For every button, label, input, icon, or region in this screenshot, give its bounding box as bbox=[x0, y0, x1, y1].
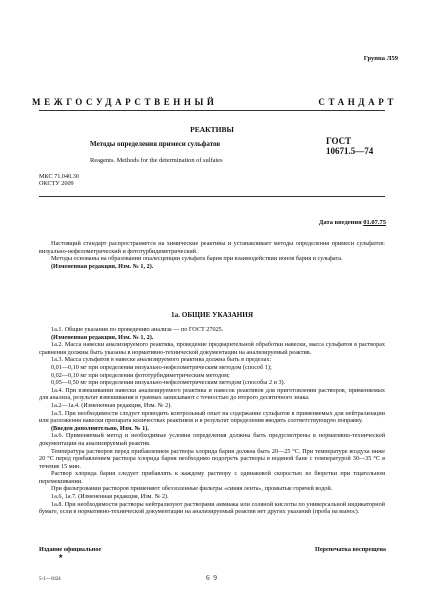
header-divider bbox=[39, 196, 385, 197]
paragraph: (Измененная редакция, Изм. № 1, 2). bbox=[51, 262, 154, 270]
page-number: 6 9 bbox=[206, 574, 218, 582]
official-edition: Издание официальное bbox=[39, 546, 102, 553]
effective-date bbox=[319, 219, 386, 226]
banner-left: МЕЖГОСУДАРСТВЕННЫЙ bbox=[32, 97, 218, 107]
banner-right: СТАНДАРТ bbox=[318, 97, 397, 107]
gost-code: 10671.5—74 bbox=[326, 146, 374, 156]
paragraph: (Введен дополнительно, Изм. № 1). bbox=[51, 424, 149, 432]
date-value: 01.07.75 bbox=[363, 219, 386, 226]
standard-banner bbox=[32, 97, 397, 107]
paragraph: Методы основаны на образовании опалесценции сульфата бария при взаимодействии ионов бария и сульфата. bbox=[51, 255, 343, 263]
paragraph: При фильтровании растворов применяют обеззоленные фильтры «синяя лента», промытые горячей водой. bbox=[51, 485, 333, 493]
section-title: РЕАКТИВЫ bbox=[190, 125, 234, 134]
title-russian: Методы определения примеси сульфатов bbox=[90, 140, 221, 148]
paragraph: (Измененная редакция, Изм. № 1, 2). bbox=[51, 333, 154, 341]
paragraph: 1а.4. При взвешивании навески анализируемого реактива и навесок реактивов для приготовления растворов, применяемых для анализа, результат взвешивания в граммах записывают с точностью до второго десятичного знака. bbox=[39, 386, 385, 402]
paragraph: 1а.2—1а.4. (Измененная редакция, Изм. № 2). bbox=[51, 401, 172, 409]
classification-codes bbox=[39, 173, 79, 188]
gost-label: ГОСТ bbox=[326, 136, 352, 146]
paragraph: 1а.8. При необходимости растворы нейтрализуют растворами аммиака или соляной кислоты по универсальной индикаторной бумаге, если в нормативно-технической документации на анализируемый реактив нет других указаний (проба на вынос). bbox=[39, 500, 385, 516]
paragraph: Раствор хлорида бария следует прибавлять к каждому раствору с одинаковой скоростью из бюретки при тщательном перемешивании. bbox=[39, 470, 385, 485]
paragraph: 0,02—0,10 мг при определении фототурбидиметрическим методом; bbox=[51, 371, 230, 379]
paragraph: 1а.2. Масса навески анализируемого реактива, проведение предварительной обработки навески, масса сульфатов в растворах сравнения должны быть указаны в нормативно-технической документации на анализируемый реактив. bbox=[39, 341, 385, 356]
paragraph: 0,05—0,50 мг при определении визуально-нефелометрическим методом (способы 2 и 3). bbox=[51, 379, 286, 387]
banner-divider bbox=[39, 110, 385, 111]
intro-text bbox=[39, 240, 385, 270]
title-english: Reagents. Methods for the determination of sulfates bbox=[90, 157, 223, 164]
paragraph: 0,01—0,10 мг при определении визуально-нефелометрическим методом (способ 1); bbox=[51, 363, 272, 371]
mks-code: МКС 71.040.30 bbox=[39, 173, 79, 180]
paragraph: 1а.5. При необходимости следует проводить контрольный опыт на содержание сульфатов в применяемых для нейтрализации или разложения навески препарата количествах реактивов и в результат определения вводить соответствующую поправку. bbox=[39, 409, 385, 425]
section-heading: 1а. ОБЩИЕ УКАЗАНИЯ bbox=[170, 311, 254, 319]
paragraph: 1а.1. Общие указания по проведению анализа — по ГОСТ 27025. bbox=[51, 326, 224, 333]
paragraph: 1а.6, 1а.7. (Измененная редакция, Изм. № 2). bbox=[51, 493, 169, 501]
date-label: Дата введения bbox=[318, 219, 362, 226]
paragraph: Температура растворов перед прибавлением раствора хлорида бария должна быть 20—25 °С. При температуре воздуха ниже 20 °С перед прибавлением раствора хлорида бария необходимо подогреть растворы в водяной бане с температурой 30—35 °С в течение 15 мин. bbox=[39, 447, 385, 470]
star-icon: ★ bbox=[58, 554, 64, 560]
paragraph: Настоящий стандарт распространяется на химические реактивы и устанавливает методы определения примеси сульфатов: визуально-нефелометрический и фототурбидиметрический. bbox=[39, 240, 385, 255]
group-label: Группа Л59 bbox=[363, 55, 398, 62]
reprint-notice: Перепечатка воспрещена bbox=[315, 546, 386, 553]
paragraph: 1а.6. Применяемый метод и необходимые условия определения должны быть предусмотрены в нормативно-технической документации на анализируемый реактив. bbox=[39, 432, 385, 447]
okstu-code: ОКСТУ 2609 bbox=[39, 180, 74, 188]
print-code: 5-1—1024 bbox=[39, 577, 61, 582]
paragraph: 1а.3. Масса сульфатов в навеске анализируемого реактива должна быть в пределах: bbox=[51, 356, 272, 364]
body-text bbox=[39, 326, 385, 516]
gost-number bbox=[326, 136, 373, 156]
